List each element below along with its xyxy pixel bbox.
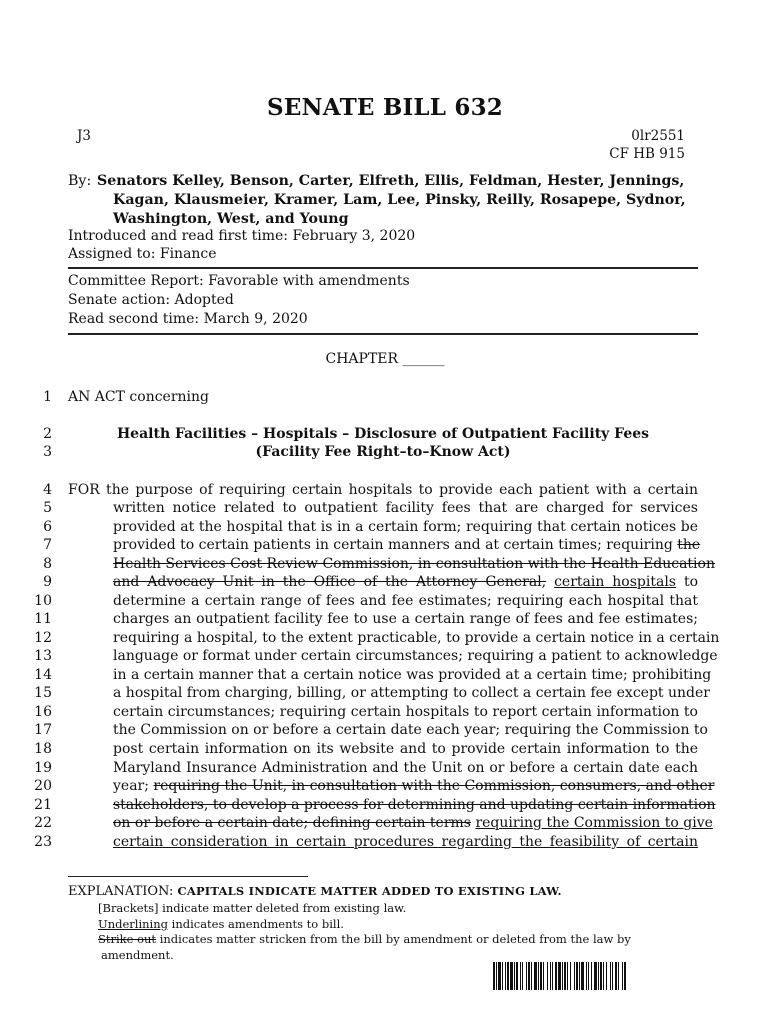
amendment-text: requiring the Commission to give bbox=[475, 815, 713, 831]
line-number: 15 bbox=[34, 685, 52, 701]
sponsors-line-3: Washington, West, and Young bbox=[113, 211, 349, 227]
brackets-note bbox=[98, 901, 406, 915]
purpose-line: charges an outpatient facility fee to use a certain range of fees and fee estimates; bbox=[113, 611, 698, 627]
line-number: 12 bbox=[34, 630, 52, 646]
line-number: 8 bbox=[43, 556, 52, 572]
introduced-line: Introduced and read first time: February 3, 2020 bbox=[68, 228, 416, 244]
purpose-line: provided at the hospital that is in a certain form; requiring that certain notices be bbox=[113, 519, 698, 535]
line-number: 10 bbox=[34, 593, 52, 609]
stricken-text: on or before a certain date; defining certain terms bbox=[113, 815, 471, 831]
assigned-line: Assigned to: Finance bbox=[68, 246, 217, 262]
amendment-line: certain consideration in certain procedures regarding the feasibility of certain bbox=[113, 834, 698, 850]
second-reading: Read second time: March 9, 2020 bbox=[68, 311, 308, 327]
explanation-line bbox=[68, 884, 562, 899]
strikeout-note-cont: amendment. bbox=[101, 948, 174, 962]
bill-title: SENATE BILL 632 bbox=[267, 94, 503, 121]
strikeout-term: Strike out bbox=[98, 932, 157, 946]
sponsors-line-2: Kagan, Klausmeier, Kramer, Lam, Lee, Pinsky, Reilly, Rosapepe, Sydnor, bbox=[113, 192, 686, 208]
line-number: 18 bbox=[34, 741, 52, 757]
line-number: 21 bbox=[34, 797, 52, 813]
line-number: 20 bbox=[34, 778, 52, 794]
line-number: 17 bbox=[34, 722, 52, 738]
stricken-text: requiring the Unit, in consultation with the Commission, consumers, and other bbox=[153, 778, 715, 794]
act-short-title: (Facility Fee Right–to–Know Act) bbox=[255, 444, 511, 460]
purpose-line: certain circumstances; requiring certain hospitals to report certain information to bbox=[113, 704, 698, 720]
line-number: 23 bbox=[34, 834, 52, 850]
purpose-line: FOR the purpose of requiring certain hospitals to provide each patient with a certain bbox=[68, 482, 698, 498]
stricken-line: stakeholders, to develop a process for determining and updating certain information bbox=[113, 797, 716, 813]
line-number: 7 bbox=[43, 537, 52, 553]
purpose-line bbox=[113, 815, 713, 831]
amendment-text: certain hospitals bbox=[554, 574, 676, 590]
purpose-text: provided to certain patients in certain manners and at certain times; requiring bbox=[113, 537, 673, 553]
act-concerning: AN ACT concerning bbox=[68, 389, 209, 405]
stricken-line: Health Services Cost Review Commission, in consultation with the Health Education bbox=[113, 556, 715, 572]
bill-code-left: J3 bbox=[77, 128, 92, 144]
senate-action: Senate action: Adopted bbox=[68, 292, 234, 308]
divider-1 bbox=[68, 267, 698, 269]
strikeout-note bbox=[98, 932, 631, 946]
underline-term: Underlining bbox=[98, 917, 168, 931]
line-number: 14 bbox=[34, 667, 52, 683]
explanation-label: EXPLANATION: bbox=[68, 884, 174, 899]
purpose-line: written notice related to outpatient facility fees that are charged for services bbox=[113, 500, 698, 516]
strikeout-desc: indicates matter stricken from the bill by amendment or deleted from the law by bbox=[159, 932, 631, 946]
purpose-line bbox=[113, 537, 701, 553]
line-number: 2 bbox=[43, 426, 52, 442]
line-number: 3 bbox=[43, 444, 52, 460]
chapter-line: CHAPTER ______ bbox=[325, 351, 445, 367]
purpose-line: requiring a hospital, to the extent practicable, to provide a certain notice in a certain bbox=[113, 630, 720, 646]
purpose-line: a hospital from charging, billing, or attempting to collect a certain fee except under bbox=[113, 685, 710, 701]
line-number: 13 bbox=[34, 648, 52, 664]
line-number: 6 bbox=[43, 519, 52, 535]
barcode-icon bbox=[493, 962, 679, 990]
underline-note bbox=[98, 917, 344, 931]
brackets-desc: indicate matter deleted from existing law. bbox=[162, 901, 407, 915]
purpose-line: language or format under certain circumstances; requiring a patient to acknowledge bbox=[113, 648, 718, 664]
line-number: 11 bbox=[34, 611, 52, 627]
footer-divider bbox=[68, 876, 308, 877]
act-heading: Health Facilities – Hospitals – Disclosure of Outpatient Facility Fees bbox=[116, 426, 650, 442]
bill-code-right bbox=[609, 127, 685, 163]
purpose-line bbox=[113, 778, 715, 794]
sponsors-line-1: Senators Kelley, Benson, Carter, Elfreth, Ellis, Feldman, Hester, Jennings, bbox=[97, 173, 685, 189]
purpose-text: year; bbox=[113, 778, 149, 794]
brackets-term: [Brackets] bbox=[98, 901, 159, 915]
line-number: 16 bbox=[34, 704, 52, 720]
purpose-line: determine a certain range of fees and fee estimates; requiring each hospital that bbox=[113, 593, 698, 609]
cross-file: CF HB 915 bbox=[609, 146, 685, 162]
divider-2 bbox=[68, 333, 698, 335]
line-number: 1 bbox=[43, 389, 52, 405]
line-number: 22 bbox=[34, 815, 52, 831]
committee-report: Committee Report: Favorable with amendments bbox=[68, 273, 410, 289]
sponsors-prefix: By: bbox=[68, 173, 92, 189]
lr-number: 0lr2551 bbox=[631, 128, 685, 144]
sponsors-block bbox=[68, 172, 698, 229]
stricken-text: the bbox=[677, 537, 701, 553]
line-number: 19 bbox=[34, 760, 52, 776]
stricken-text: and Advocacy Unit in the Office of the Attorney General, bbox=[113, 574, 547, 590]
line-number: 9 bbox=[43, 574, 52, 590]
line-number: 5 bbox=[43, 500, 52, 516]
purpose-line bbox=[113, 574, 698, 590]
purpose-line: the Commission on or before a certain date each year; requiring the Commission to bbox=[113, 722, 708, 738]
purpose-line: Maryland Insurance Administration and the Unit on or before a certain date each bbox=[113, 760, 698, 776]
line-number: 4 bbox=[43, 482, 52, 498]
purpose-text: to bbox=[683, 574, 698, 590]
underline-desc: indicates amendments to bill. bbox=[171, 917, 344, 931]
purpose-line: post certain information on its website and to provide certain information to the bbox=[113, 741, 698, 757]
purpose-line: in a certain manner that a certain notice was provided at a certain time; prohibiting bbox=[113, 667, 712, 683]
explanation-caps: CAPITALS INDICATE MATTER ADDED TO EXISTING LAW. bbox=[177, 884, 562, 898]
